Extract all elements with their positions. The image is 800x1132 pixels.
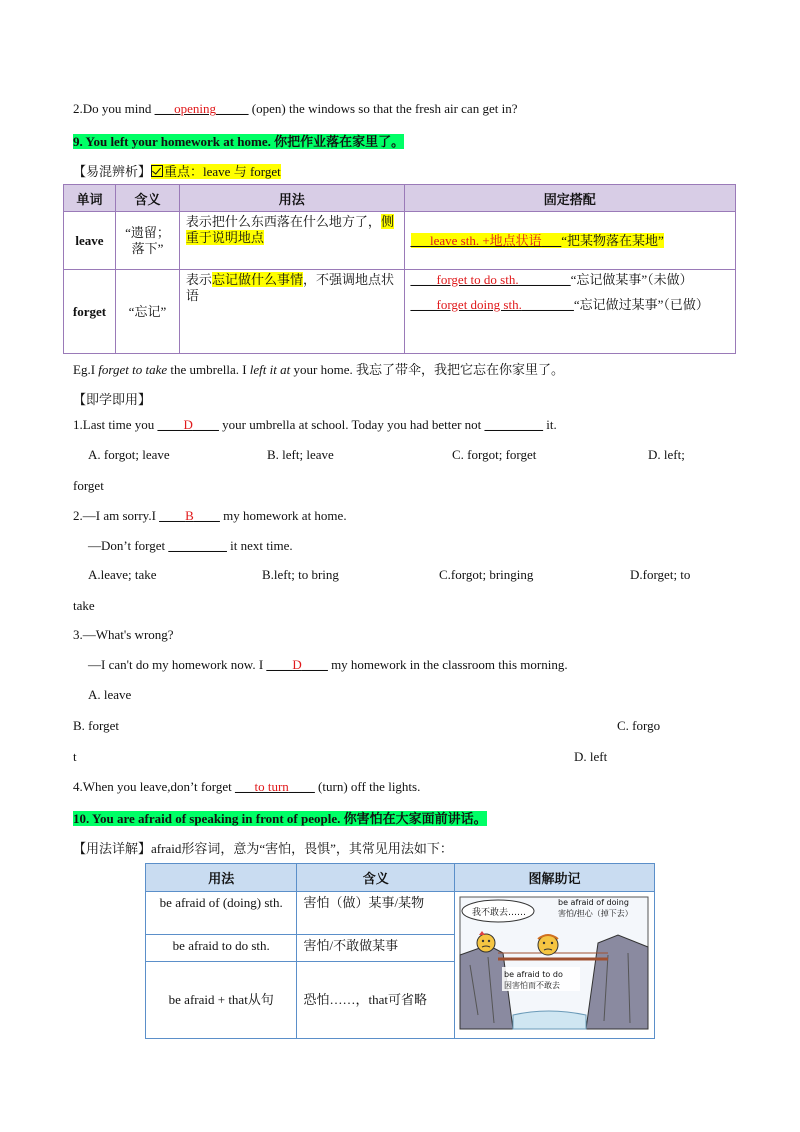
header-usage: 用法 <box>146 864 297 892</box>
label-afraid-of-doing-cn: 害怕/担心（掉下去） <box>557 909 633 918</box>
header-usage: 用法 <box>179 185 404 212</box>
table-row <box>146 892 655 935</box>
example-sentence: Eg.I forget to take the umbrella. I left it at your home. 我忘了带伞，我把它忘在你家里了。 <box>73 362 564 377</box>
q1-option-d: D. left; <box>648 447 685 462</box>
answer-opening: opening <box>174 101 217 116</box>
q1-option-b: B. left; leave <box>267 447 334 462</box>
q2-option-b: B.left; to bring <box>262 567 339 582</box>
heading-9: 9. You left your homework at home. 你把作业落在家里了。 <box>73 134 405 149</box>
q1-option-d-wrap: forget <box>73 478 104 493</box>
label-afraid-to-do-cn: 因害怕而不敢去 <box>503 981 560 990</box>
afraid-usage-table <box>145 863 655 1039</box>
q3-option-c-wrap: t <box>73 749 77 764</box>
confuse-label: 【易混辨析】 重点：leave 与 forget <box>73 164 281 179</box>
label-afraid-to-do: be afraid to do <box>503 970 563 979</box>
usage-intro: 【用法详解】afraid形容词，意为“害怕，畏惧”，其常见用法如下： <box>73 841 453 856</box>
q2-option-c: C.forgot; bringing <box>439 567 534 582</box>
meaning-afraid-to: 害怕/不敢做某事 <box>297 934 455 962</box>
meaning-leave: “遗留；落下” <box>115 212 179 270</box>
meaning-afraid-of: 害怕（做）某事/某物 <box>297 892 455 935</box>
label-afraid-of-doing: be afraid of doing <box>557 898 629 907</box>
word-forget: forget <box>64 270 116 354</box>
question-2: 2.—I am sorry.I ____B____ my homework at home. <box>73 508 347 523</box>
q2-option-d-wrap: take <box>73 598 95 613</box>
meaning-afraid-that: 恐怕……，that可省略 <box>297 962 455 1039</box>
cartoon-illustration <box>458 895 650 1031</box>
table-row <box>64 212 736 270</box>
collocation-leave: ___leave sth. +地点状语___“把某物落在某地” <box>404 212 736 270</box>
heading-10: 10. You are afraid of speaking in front of people. 你害怕在大家面前讲话。 <box>73 811 487 826</box>
question-1: 1.Last time you ____D____ your umbrella at school. Today you had better not _________ it. <box>73 417 557 432</box>
table-row <box>64 270 736 354</box>
word-leave: leave <box>64 212 116 270</box>
q2-option-d: D.forget; to <box>630 567 691 582</box>
header-word: 单词 <box>64 185 116 212</box>
q2-option-a: A.leave; take <box>88 567 157 582</box>
header-collocation: 固定搭配 <box>404 185 736 212</box>
q3-option-b: B. forget <box>73 718 119 733</box>
q1-option-c: C. forgot; forget <box>452 447 537 462</box>
table-header <box>64 185 736 212</box>
q3-option-c: C. forgo <box>617 718 661 733</box>
question-3-reply: —I can't do my homework now. I ____D____ my homework in the classroom this morning. <box>88 657 568 672</box>
usage-afraid-of: be afraid of (doing) sth. <box>146 892 297 935</box>
usage-afraid-to: be afraid to do sth. <box>146 934 297 962</box>
header-meaning: 含义 <box>297 864 455 892</box>
usage-afraid-that: be afraid + that从句 <box>146 962 297 1039</box>
question-3: 3.—What's wrong? <box>73 627 174 642</box>
question-4: 4.When you leave,don’t forget ___to turn____ (turn) off the lights. <box>73 779 421 794</box>
meaning-forget: “忘记” <box>115 270 179 354</box>
practice-label: 【即学即用】 <box>73 392 152 407</box>
question-2-reply: —Don’t forget _________ it next time. <box>88 538 293 553</box>
header-meaning: 含义 <box>115 185 179 212</box>
bubble-text: 我不敢去…… <box>471 908 526 918</box>
header-illustration: 图解助记 <box>454 864 654 892</box>
q3-option-d: D. left <box>574 749 608 764</box>
table-header <box>146 864 655 892</box>
usage-forget: 表示忘记做什么事情，不强调地点状语 <box>179 270 404 354</box>
q3-option-a: A. leave <box>88 687 132 702</box>
checkbox-icon <box>151 165 163 177</box>
leave-forget-table <box>63 184 736 354</box>
q1-option-a: A. forgot; leave <box>88 447 170 462</box>
collocation-forget: ____forget to do sth.________“忘记做某事”（未做） ____forget doing sth.________“忘记做过某事”（已做） <box>404 270 736 354</box>
question-2-open: 2.Do you mind ___opening_____ (open) the windows so that the fresh air can get in? <box>73 101 518 116</box>
illustration-cell <box>454 892 654 1039</box>
usage-leave: 表示把什么东西落在什么地方了，侧重于说明地点 <box>179 212 404 270</box>
